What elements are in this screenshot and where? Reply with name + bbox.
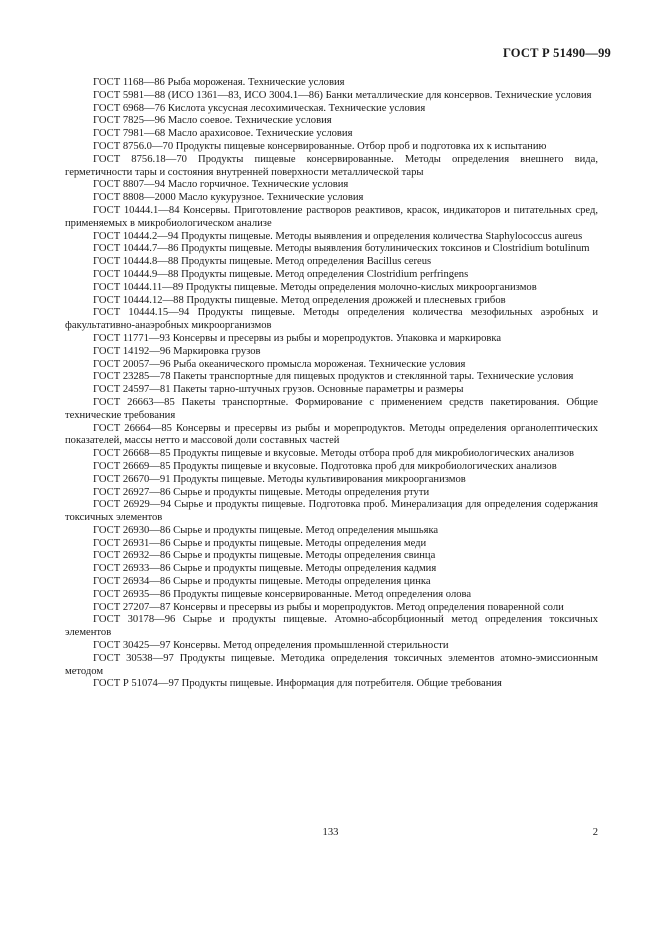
list-item: ГОСТ 26932—86 Сырье и продукты пищевые. Методы определения свинца xyxy=(93,550,436,562)
list-item: ГОСТ 10444.9—88 Продукты пищевые. Метод определения Clostridium perfringens xyxy=(93,268,469,280)
list-item: ГОСТ 10444.12—88 Продукты пищевые. Метод определения дрожжей и плесневых грибов xyxy=(93,294,506,306)
list-item: ГОСТ 26670—91 Продукты пищевые. Методы культивирования микроорганизмов xyxy=(93,473,466,485)
list-item: ГОСТ 10444.7—86 Продукты пищевые. Методы выявления ботулинических токсинов и Clostridium botulinum xyxy=(93,243,590,255)
standards-reference-list xyxy=(65,77,598,691)
list-item: ГОСТ 26668—85 Продукты пищевые и вкусовые. Методы отбора проб для микробиологических анализов xyxy=(93,448,575,460)
list-item: ГОСТ 26935—86 Продукты пищевые консервированные. Метод определения олова xyxy=(93,588,472,600)
list-item: ГОСТ 20057—96 Рыба океанического промысла мороженая. Технические условия xyxy=(93,358,466,370)
list-item: ГОСТ 26669—85 Продукты пищевые и вкусовые. Подготовка проб для микробиологических анализов xyxy=(93,460,557,472)
list-item: ГОСТ Р 51074—97 Продукты пищевые. Информация для потребителя. Общие требования xyxy=(93,678,502,690)
list-item: ГОСТ 10444.2—94 Продукты пищевые. Методы выявления и определения количества Staphylococcus aureus xyxy=(93,230,583,242)
list-item: ГОСТ 8756.18—70 Продукты пищевые консервированные. Методы определения внешнего вида, герметичности тары и состояния внутренней поверхности металлической тары xyxy=(65,153,598,178)
list-item: ГОСТ 26664—85 Консервы и пресервы из рыбы и морепродуктов. Методы определения органолептических показателей, массы нетто и массовой доли составных частей xyxy=(65,422,598,447)
list-item: ГОСТ 8756.0—70 Продукты пищевые консервированные. Отбор проб и подготовка их к испытанию xyxy=(93,140,547,152)
list-item: ГОСТ 26934—86 Сырье и продукты пищевые. Методы определения цинка xyxy=(93,576,431,588)
edition-mark: 2 xyxy=(592,827,598,838)
list-item: ГОСТ 10444.1—84 Консервы. Приготовление растворов реактивов, красок, индикаторов и питательных сред, применяемых в микробиологическом анализе xyxy=(65,204,598,229)
list-item: ГОСТ 27207—87 Консервы и пресервы из рыбы и морепродуктов. Метод определения поваренной соли xyxy=(93,601,564,613)
list-item: ГОСТ 7981—68 Масло арахисовое. Технические условия xyxy=(93,128,353,140)
list-item: ГОСТ 14192—96 Маркировка грузов xyxy=(93,345,261,357)
list-item: ГОСТ 26927—86 Сырье и продукты пищевые. Методы определения ртути xyxy=(93,486,430,498)
list-item: ГОСТ 24597—81 Пакеты тарно-штучных грузов. Основные параметры и размеры xyxy=(93,384,464,396)
list-item: ГОСТ 30178—96 Сырье и продукты пищевые. Атомно-абсорбционный метод определения токсичных элементов xyxy=(65,614,598,639)
page-number: 133 xyxy=(322,827,339,838)
list-item: ГОСТ 26931—86 Сырье и продукты пищевые. Методы определения меди xyxy=(93,537,427,549)
list-item: ГОСТ 6968—76 Кислота уксусная лесохимическая. Технические условия xyxy=(93,102,426,114)
list-item: ГОСТ 23285—78 Пакеты транспортные для пищевых продуктов и стеклянной тары. Технические условия xyxy=(93,371,574,383)
list-item: ГОСТ 5981—88 (ИСО 1361—83, ИСО 3004.1—86) Банки металлические для консервов. Технические условия xyxy=(93,89,592,101)
list-item: ГОСТ 30425—97 Консервы. Метод определения промышленной стерильности xyxy=(93,640,449,652)
list-item: ГОСТ 7825—96 Масло соевое. Технические условия xyxy=(93,115,332,127)
list-item: ГОСТ 8808—2000 Масло кукурузное. Технические условия xyxy=(93,192,364,204)
document-header-title: ГОСТ Р 51490—99 xyxy=(502,46,611,60)
list-item: ГОСТ 10444.11—89 Продукты пищевые. Методы определения молочно-кислых микроорганизмов xyxy=(93,281,537,293)
list-item: ГОСТ 10444.15—94 Продукты пищевые. Методы определения количества мезофильных аэробных и факультативно-анаэробных микроорганизмов xyxy=(65,307,598,332)
list-item: ГОСТ 11771—93 Консервы и пресервы из рыбы и морепродуктов. Упаковка и маркировка xyxy=(93,332,502,344)
list-item: ГОСТ 26930—86 Сырье и продукты пищевые. Метод определения мышьяка xyxy=(93,524,439,536)
list-item: ГОСТ 30538—97 Продукты пищевые. Методика определения токсичных элементов атомно-эмиссионным методом xyxy=(65,652,598,677)
list-item: ГОСТ 8807—94 Масло горчичное. Технические условия xyxy=(93,179,349,191)
list-item: ГОСТ 1168—86 Рыба мороженая. Технические условия xyxy=(93,77,345,88)
list-item: ГОСТ 26929—94 Сырье и продукты пищевые. Подготовка проб. Минерализация для определения содержания токсичных элементов xyxy=(65,499,598,524)
list-item: ГОСТ 26663—85 Пакеты транспортные. Формирование с применением средств пакетирования. Общие технические требования xyxy=(65,396,598,421)
list-item: ГОСТ 10444.8—88 Продукты пищевые. Метод определения Bacillus cereus xyxy=(93,256,432,268)
list-item: ГОСТ 26933—86 Сырье и продукты пищевые. Методы определения кадмия xyxy=(93,563,437,575)
